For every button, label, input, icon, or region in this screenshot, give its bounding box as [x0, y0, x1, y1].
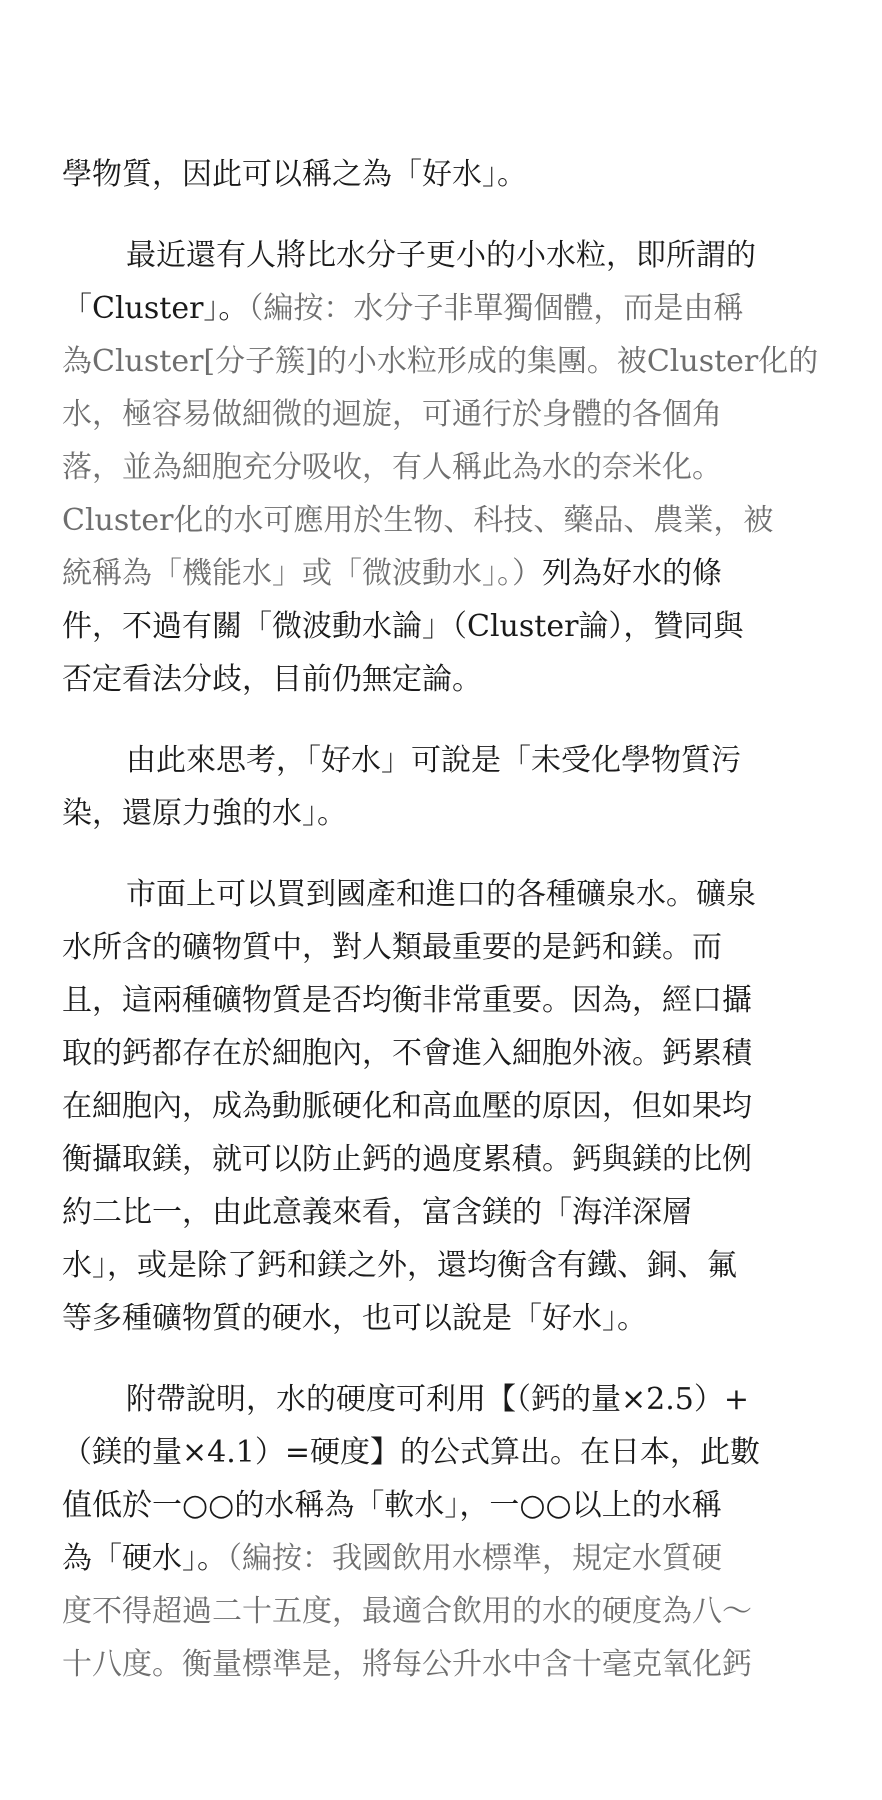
text-segment: 件，不過有關「微波動水論」（Cluster論），贊同與	[62, 609, 744, 644]
text-line	[62, 1426, 822, 1479]
text-segment: 值低於一○○的水稱為「軟水」，一○○以上的水稱	[62, 1488, 722, 1523]
text-line	[62, 921, 822, 974]
editor-note-segment: 統稱為「機能水」或「微波動水」。）	[62, 556, 542, 591]
text-segment: 水所含的礦物質中，對人類最重要的是鈣和鎂。而	[62, 930, 722, 965]
paragraph-cluster	[62, 229, 822, 706]
text-line	[62, 1373, 822, 1426]
text-segment: Cluster化的水可應用於生物、科技、藥品、農業，被	[62, 503, 774, 538]
text-line	[62, 1239, 822, 1292]
text-segment: 約二比一，由此意義來看，富含鎂的「海洋深層	[62, 1195, 692, 1230]
text-line	[62, 1186, 822, 1239]
text-segment: 水，極容易做細微的迴旋，可通行於身體的各個角	[62, 397, 722, 432]
text-line	[62, 868, 822, 921]
text-line	[62, 734, 822, 787]
text-line	[62, 1080, 822, 1133]
text-segment: 水」，或是除了鈣和鎂之外，還均衡含有鐵、銅、氟	[62, 1248, 737, 1283]
text-segment: 為「硬水」。	[62, 1541, 227, 1576]
text-segment: 列為好水的條	[542, 556, 722, 591]
text-segment: 取的鈣都存在於細胞內，不會進入細胞外液。鈣累積	[62, 1036, 752, 1071]
editor-note-line	[62, 1638, 822, 1691]
text-line	[62, 1532, 822, 1585]
paragraph-good-water-intro	[62, 148, 822, 201]
text-line	[62, 1479, 822, 1532]
text-segment: 落，並為細胞充分吸收，有人稱此為水的奈米化。	[62, 450, 722, 485]
text-line	[62, 974, 822, 1027]
editor-note-segment: （編按：水分子非單獨個體，而是由稱	[248, 291, 744, 326]
text-line	[62, 148, 822, 201]
paragraph-water-hardness	[62, 1373, 822, 1691]
editor-note-line	[62, 494, 822, 547]
text-segment: 「Cluster」。	[62, 291, 249, 326]
editor-note-line	[62, 335, 822, 388]
text-segment: 衡攝取鎂，就可以防止鈣的過度累積。鈣與鎂的比例	[62, 1142, 752, 1177]
text-line	[62, 653, 822, 706]
editor-note-segment: （編按：我國飲用水標準，規定水質硬	[227, 1541, 722, 1576]
text-line	[62, 600, 822, 653]
text-segment: 且，這兩種礦物質是否均衡非常重要。因為，經口攝	[62, 983, 752, 1018]
text-segment: 等多種礦物質的硬水，也可以說是「好水」。	[62, 1301, 647, 1336]
text-line	[62, 282, 822, 335]
text-segment: 度不得超過二十五度，最適合飲用的水的硬度為八～	[62, 1594, 752, 1629]
text-line	[62, 229, 822, 282]
text-segment: 最近還有人將比水分子更小的小水粒，即所謂的	[126, 238, 756, 273]
paragraph-good-water-definition	[62, 734, 822, 840]
text-line	[62, 547, 822, 600]
text-segment: 市面上可以買到國產和進口的各種礦泉水。礦泉	[126, 877, 756, 912]
text-segment: 附帶說明，水的硬度可利用【（鈣的量×2.5）+	[126, 1382, 749, 1417]
text-segment: 染，還原力強的水」。	[62, 796, 347, 831]
text-line	[62, 1027, 822, 1080]
editor-note-line	[62, 441, 822, 494]
text-segment: 由此來思考，「好水」可說是「未受化學物質污	[126, 743, 741, 778]
text-segment: （鎂的量×4.1）=硬度】的公式算出。在日本，此數	[62, 1435, 760, 1470]
paragraph-mineral-water	[62, 868, 822, 1345]
book-page	[62, 148, 822, 1719]
text-segment: 為Cluster[分子簇]的小水粒形成的集團。被Cluster化的	[62, 344, 819, 379]
text-segment: 在細胞內，成為動脈硬化和高血壓的原因，但如果均	[62, 1089, 752, 1124]
text-line	[62, 787, 822, 840]
editor-note-line	[62, 1585, 822, 1638]
text-segment: 十八度。衡量標準是，將每公升水中含十毫克氧化鈣	[62, 1647, 752, 1682]
text-line	[62, 1292, 822, 1345]
text-line	[62, 1133, 822, 1186]
text-segment: 學物質，因此可以稱之為「好水」。	[62, 157, 527, 192]
text-segment: 否定看法分歧，目前仍無定論。	[62, 662, 482, 697]
editor-note-line	[62, 388, 822, 441]
